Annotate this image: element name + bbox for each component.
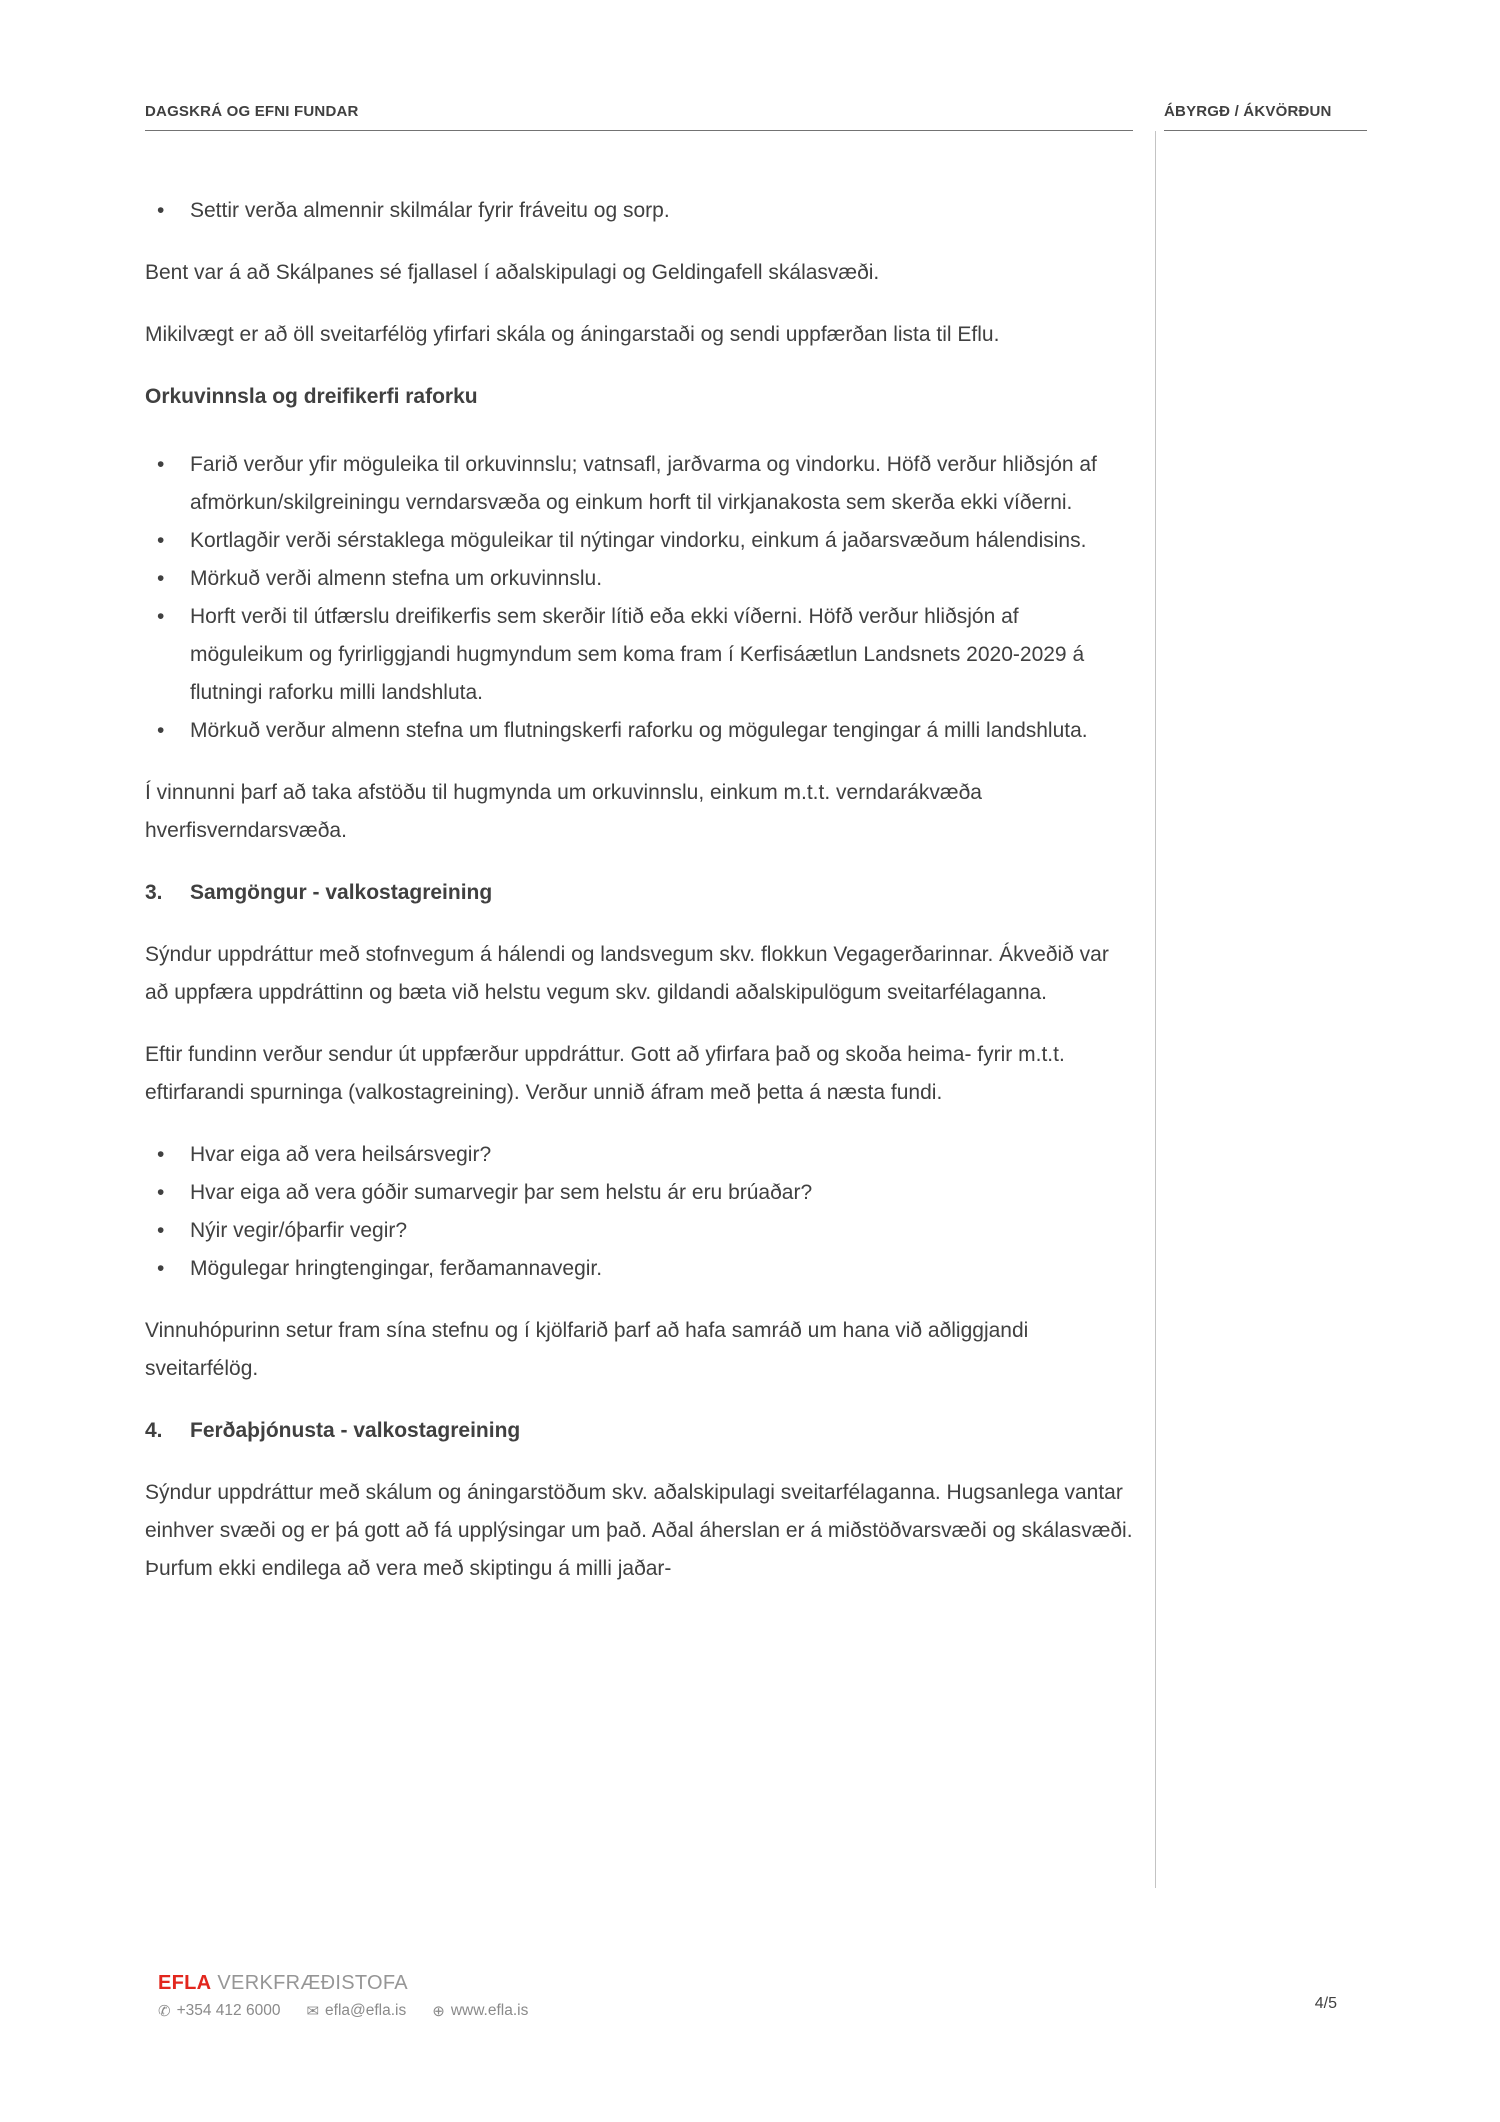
bullet-item: • Mörkuð verður almenn stefna um flutningskerfi raforku og mögulegar tengingar á milli landshluta. xyxy=(145,712,1135,750)
subsection-heading-orkuvinnsla: Orkuvinnsla og dreifikerfi raforku xyxy=(145,385,478,408)
bullet-item: • Kortlagðir verði sérstaklega möguleikar til nýtingar vindorku, einkum á jaðarsvæðum hálendisins. xyxy=(145,522,1135,560)
paragraph: Vinnuhópurinn setur fram sína stefnu og í kjölfarið þarf að hafa samráð um hana við aðliggjandi sveitarfélög. xyxy=(145,1319,1029,1380)
bullet-item: • Horft verði til útfærslu dreifikerfis sem skerðir lítið eða ekki víðerni. Höfð verður hliðsjón af möguleikum og fyrirliggjandi hugmyndum sem koma fram í Kerfisáætlun Landsnets 2020-2029 á flutningi raforku milli landshluta. xyxy=(145,598,1135,712)
bullet-item: • Hvar eiga að vera heilsársvegir? xyxy=(145,1136,1135,1174)
section-heading-3 xyxy=(145,874,1135,912)
website-contact[interactable] xyxy=(432,2002,528,2020)
document-body xyxy=(145,192,1135,1612)
header-left-title: DAGSKRÁ OG EFNI FUNDAR xyxy=(145,103,359,120)
paragraph: Mikilvægt er að öll sveitarfélög yfirfari skála og áningarstaði og sendi uppfærðan lista til Eflu. xyxy=(145,323,1000,346)
header-rule-left xyxy=(145,130,1133,131)
section-heading-4 xyxy=(145,1412,1135,1450)
globe-icon: ⊕ xyxy=(432,2003,445,2020)
bullet-item: • Farið verður yfir möguleika til orkuvinnslu; vatnsafl, jarðvarma og vindorku. Höfð verður hliðsjón af afmörkun/skilgreiningu verndarsvæða og einkum horft til virkjanakosta sem skerða ekki víðerni. xyxy=(145,446,1135,522)
phone-number: +354 412 6000 xyxy=(176,2002,281,2019)
email-icon: ✉ xyxy=(306,2003,320,2020)
bullet-item: • Nýir vegir/óþarfir vegir? xyxy=(145,1212,1135,1250)
bullet-list-orkuvinnsla xyxy=(145,446,1135,750)
section-number: 3. xyxy=(145,881,163,904)
bullet-item: • Settir verða almennir skilmálar fyrir fráveitu og sorp. xyxy=(145,192,1135,230)
brand-logo-text: EFLA xyxy=(158,1972,212,1994)
bullet-item: • Hvar eiga að vera góðir sumarvegir þar sem helstu ár eru brúaðar? xyxy=(145,1174,1135,1212)
brand-type-text: VERKFRÆÐISTOFA xyxy=(217,1972,408,1994)
phone-icon: ✆ xyxy=(158,2003,171,2020)
phone-contact xyxy=(158,2002,280,2020)
page-footer xyxy=(158,1972,528,2020)
section-title: Samgöngur - valkostagreining xyxy=(190,881,493,904)
column-divider xyxy=(1155,131,1156,1888)
header-rule-right xyxy=(1164,130,1367,131)
bullet-item: • Mörkuð verði almenn stefna um orkuvinnslu. xyxy=(145,560,1135,598)
paragraph: Sýndur uppdráttur með skálum og áningarstöðum skv. aðalskipulagi sveitarfélaganna. Hugsanlega vantar einhver svæði og er þá gott að fá upplýsingar um það. Aðal áherslan er á miðstöðvarsvæði og skálasvæði. Þurfum ekki endilega að vera með skiptingu á milli jaðar- xyxy=(145,1481,1133,1580)
bullet-item: • Mögulegar hringtengingar, ferðamannavegir. xyxy=(145,1250,1135,1288)
paragraph: Í vinnunni þarf að taka afstöðu til hugmynda um orkuvinnslu, einkum m.t.t. verndarákvæða hverfisverndarsvæða. xyxy=(145,781,982,842)
header-right-title: ÁBYRGÐ / ÁKVÖRÐUN xyxy=(1164,103,1332,120)
section-number: 4. xyxy=(145,1419,163,1442)
bullet-list-intro xyxy=(145,192,1135,230)
paragraph: Bent var á að Skálpanes sé fjallasel í aðalskipulagi og Geldingafell skálasvæði. xyxy=(145,261,880,284)
footer-brand xyxy=(158,1972,528,1995)
footer-contact xyxy=(158,2002,528,2020)
paragraph: Sýndur uppdráttur með stofnvegum á hálendi og landsvegum skv. flokkun Vegagerðarinnar. Ákveðið var að uppfæra uppdráttinn og bæta við helstu vegum skv. gildandi aðalskipulögum sveitarfélaganna. xyxy=(145,943,1109,1004)
page-number: 4/5 xyxy=(1314,1995,1337,2012)
website-link[interactable]: www.efla.is xyxy=(450,2002,529,2019)
paragraph: Eftir fundinn verður sendur út uppfærður uppdráttur. Gott að yfirfara það og skoða heima- fyrir m.t.t. eftirfarandi spurninga (valkostagreining). Verður unnið áfram með þetta á næsta fundi. xyxy=(145,1043,1065,1104)
email-link[interactable]: efla@efla.is xyxy=(325,2002,407,2019)
email-contact[interactable] xyxy=(306,2002,406,2020)
bullet-list-samgongur xyxy=(145,1136,1135,1288)
section-title: Ferðaþjónusta - valkostagreining xyxy=(190,1419,521,1442)
